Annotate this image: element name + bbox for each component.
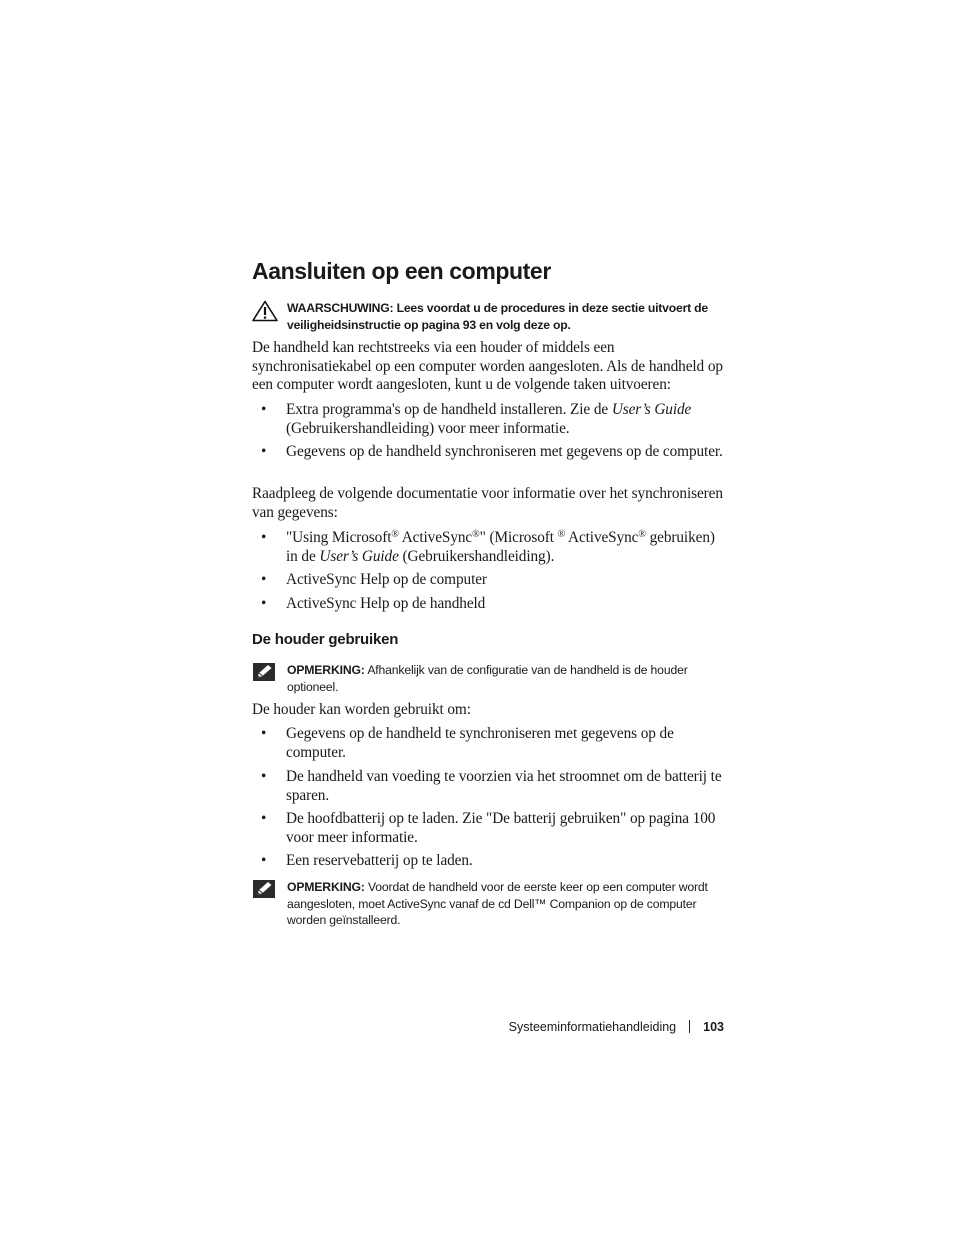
list-item (252, 768, 728, 805)
task-text: Extra programma's op de handheld installeren. Zie de (286, 401, 612, 418)
doc-text: ActiveSync (565, 529, 639, 546)
page-footer (509, 1020, 724, 1034)
warning-text: Lees voordat u de procedures in deze sectie uitvoert de veiligheidsinstructie op pagina 93 en volg deze op. (287, 301, 708, 332)
doc-text: " (Microsoft (479, 529, 558, 546)
list-item (252, 852, 728, 871)
registered-mark: ® (472, 529, 480, 540)
docs-intro-paragraph: Raadpleeg de volgende documentatie voor informatie over het synchroniseren van gegevens: (252, 485, 723, 521)
bullet: • (261, 810, 267, 827)
note-label: OPMERKING: (287, 880, 365, 894)
warning-triangle-icon (252, 300, 278, 327)
footer-book-title: Systeeminformatiehandleiding (508, 1020, 677, 1034)
warning-label: WAARSCHUWING: (287, 301, 394, 315)
task-text: (Gebruikershandleiding) voor meer informatie. (286, 419, 570, 437)
task-text: Gegevens op de handheld synchroniseren met gegevens op de computer. (286, 443, 723, 460)
list-item (252, 571, 728, 590)
list-item (252, 725, 728, 762)
section-heading: De houder gebruiken (252, 631, 399, 648)
note-notice (252, 662, 728, 695)
doc-text: ActiveSync Help op de computer (286, 571, 487, 588)
list-item (252, 401, 728, 438)
list-item (252, 810, 728, 847)
guide-title: User’s Guide (319, 547, 399, 565)
houder-item-text: Gegevens op de handheld te synchroniseren met gegevens op de computer. (286, 725, 674, 761)
houder-item-text: Een reservebatterij op te laden. (286, 852, 473, 869)
bullet: • (261, 768, 267, 785)
bullet: • (261, 725, 267, 742)
bullet: • (261, 401, 267, 418)
doc-text: ActiveSync Help op de handheld (286, 595, 486, 612)
page-number: 103 (703, 1020, 724, 1034)
note-text: Voordat de handheld voor de eerste keer op een computer wordt aangesloten, moet ActiveSync vanaf de cd Dell™ Companion op de computer worden geïnstalleerd. (287, 880, 708, 927)
doc-text: (Gebruikershandleiding). (398, 547, 555, 565)
houder-item-text: De hoofdbatterij op te laden. Zie "De batterij gebruiken" op pagina 100 voor meer informatie. (286, 810, 716, 846)
list-item (252, 443, 728, 462)
bullet: • (261, 595, 267, 612)
note-pencil-icon (252, 879, 276, 904)
registered-mark: ® (391, 529, 399, 540)
warning-notice (252, 300, 728, 333)
doc-text: "Using Microsoft (286, 529, 392, 546)
guide-title: User’s Guide (611, 401, 692, 418)
registered-mark: ® (638, 529, 646, 540)
intro-paragraph: De handheld kan rechtstreeks via een houder of middels een synchronisatiekabel op een computer worden aangesloten. Als de handheld op een computer wordt aangesloten, kunt u de volgende taken uitvoeren: (252, 339, 723, 394)
bullet: • (261, 571, 267, 588)
footer-divider (689, 1020, 690, 1033)
doc-text: ActiveSync (398, 529, 473, 546)
bullet: • (261, 852, 267, 869)
houder-intro-paragraph: De houder kan worden gebruikt om: (252, 701, 471, 718)
houder-item-text: De handheld van voeding te voorzien via het stroomnet om de batterij te sparen. (286, 768, 722, 804)
list-item (252, 595, 728, 614)
doc-text: gebruiken) in de (286, 529, 715, 565)
bullet: • (261, 443, 267, 460)
page-title: Aansluiten op een computer (252, 258, 551, 284)
registered-mark: ® (557, 529, 566, 540)
note-notice (252, 879, 728, 929)
note-pencil-icon (252, 662, 276, 687)
note-label: OPMERKING: (287, 663, 365, 677)
bullet: • (261, 529, 267, 546)
list-item (252, 529, 728, 566)
note-text: Afhankelijk van de configuratie van de handheld is de houder optioneel. (287, 663, 688, 694)
